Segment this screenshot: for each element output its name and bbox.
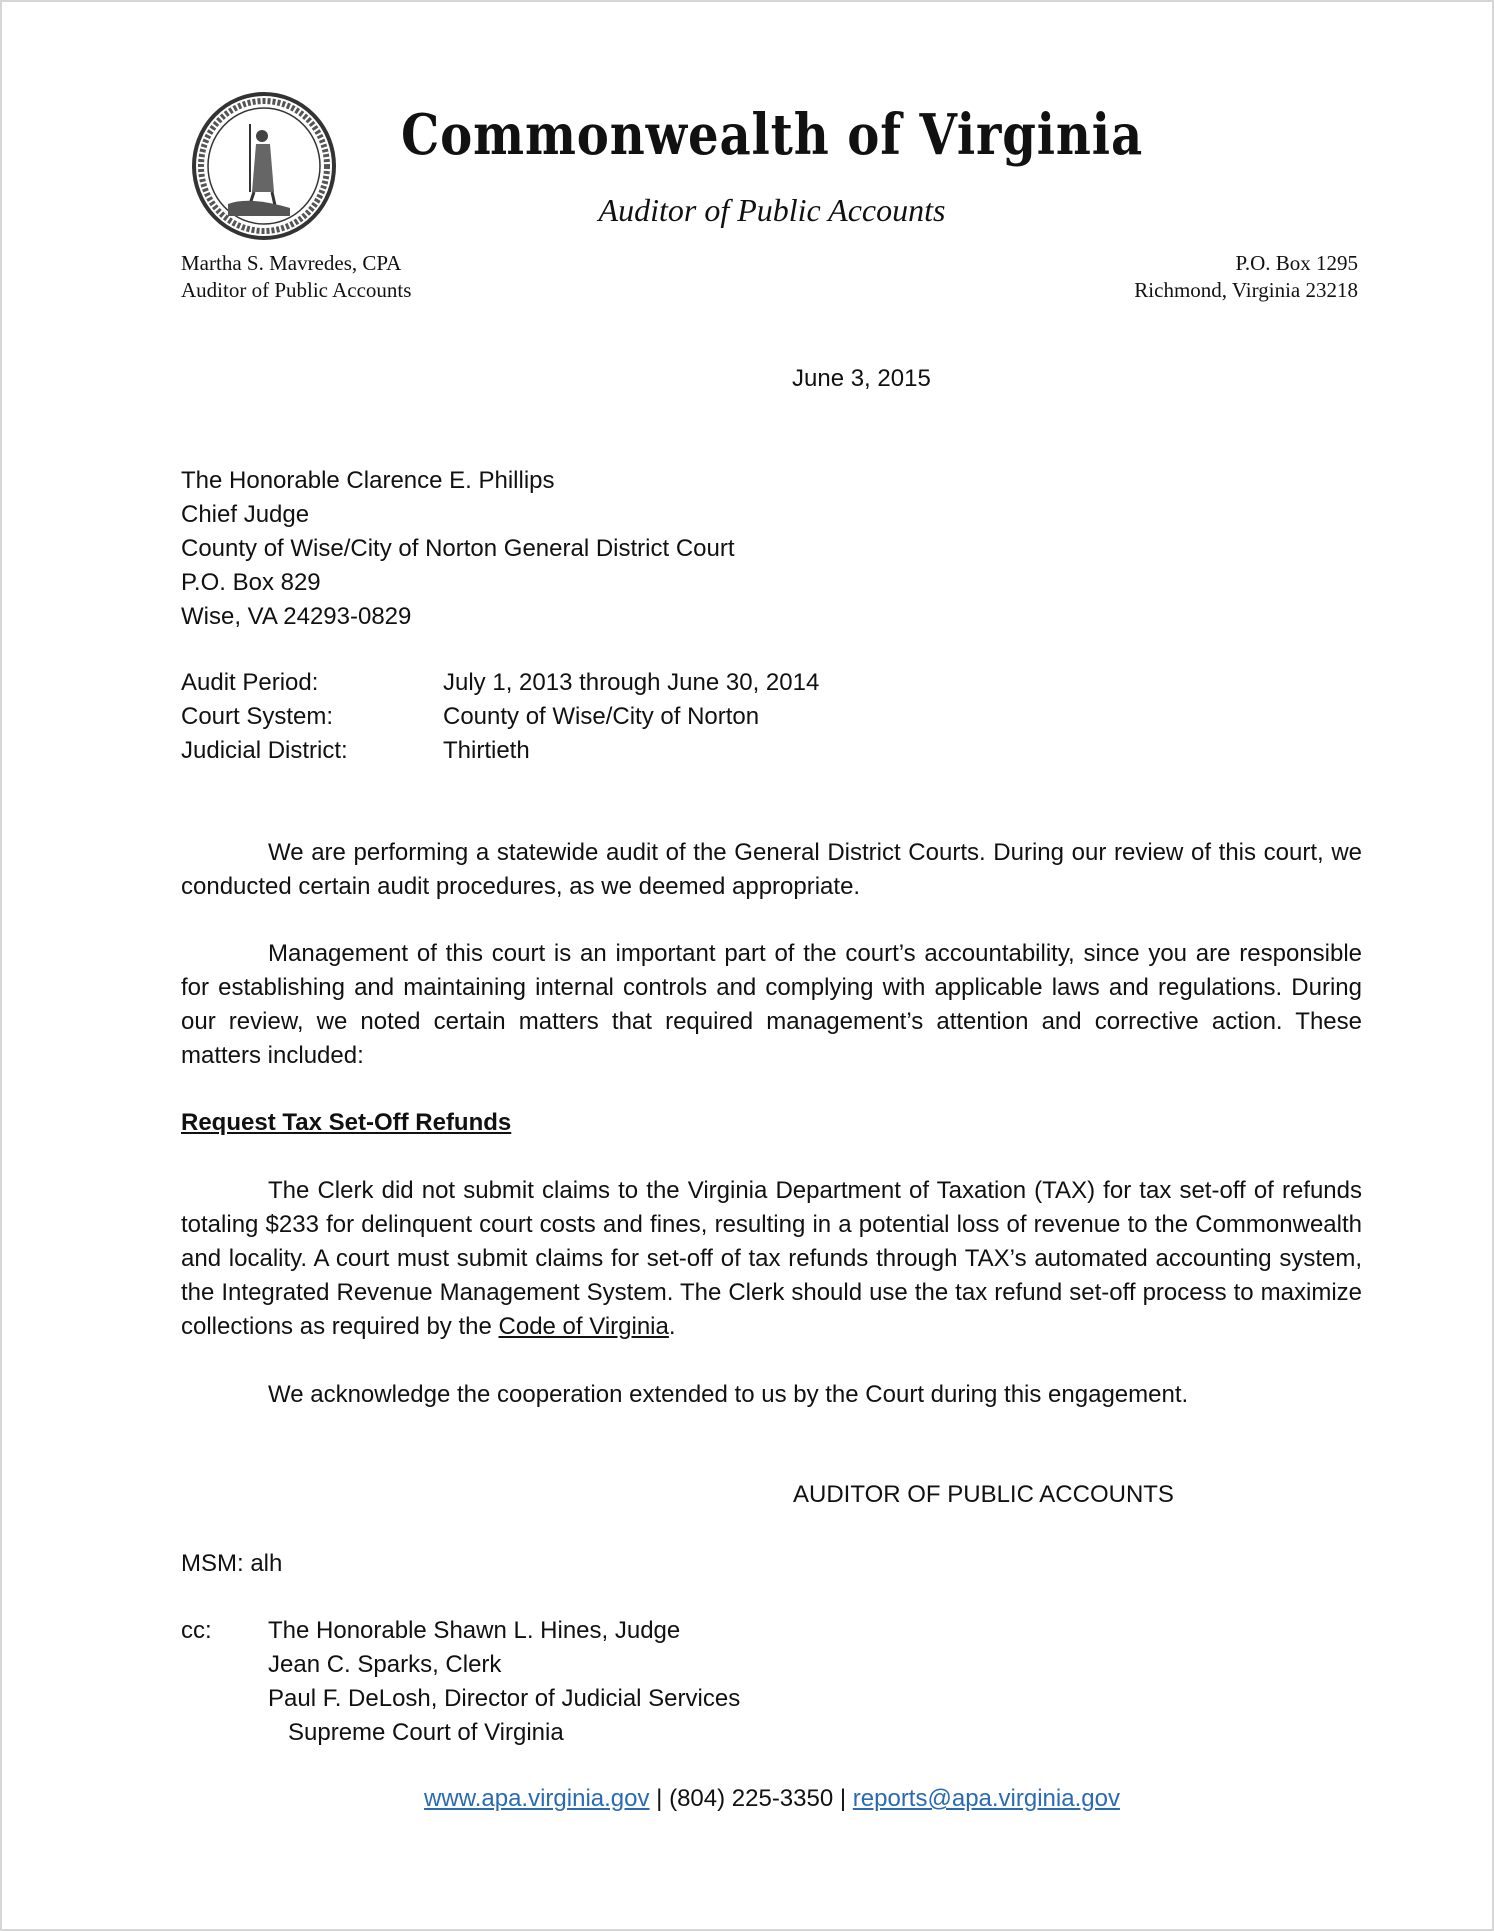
finding-text-end: . <box>668 1313 676 1340</box>
audit-info-value: Thirtieth <box>443 737 530 764</box>
addressee-line: The Honorable Clarence E. Phillips <box>181 467 555 494</box>
cc-row <box>181 1648 740 1682</box>
auditor-title: Auditor of Public Accounts <box>181 278 412 302</box>
addressee-line: County of Wise/City of Norton General District Court <box>181 535 735 562</box>
po-box: P.O. Box 1295 <box>1235 251 1358 275</box>
paragraph-finding <box>181 1174 1362 1344</box>
addressee-line: Chief Judge <box>181 501 310 528</box>
audit-info-row <box>181 734 819 768</box>
paragraph-text <box>181 1174 1362 1344</box>
audit-info-value: July 1, 2013 through June 30, 2014 <box>443 669 820 696</box>
audit-info-label: Audit Period: <box>181 669 319 696</box>
audit-info-label: Judicial District: <box>181 737 348 764</box>
cc-row <box>181 1614 740 1648</box>
signature: AUDITOR OF PUBLIC ACCOUNTS <box>793 1481 1174 1508</box>
initials: MSM: alh <box>181 1550 283 1577</box>
paragraph-intro <box>181 836 1362 904</box>
auditor-name-block <box>181 250 411 304</box>
footer <box>2 1785 1494 1813</box>
email-link[interactable]: reports@apa.virginia.gov <box>852 1785 1120 1812</box>
addressee-block <box>181 464 735 634</box>
cc-list <box>181 1614 740 1750</box>
finding-heading: Request Tax Set-Off Refunds <box>181 1109 512 1136</box>
finding-text: The Clerk did not submit claims to the Virginia Department of Taxation (TAX) for tax set-off of refunds totaling $233 for delinquent court costs and fines, resulting in a potential loss of revenue to the Commonwealth and locality. A court must submit claims for set-off of tax refunds through TAX’s automated accounting system, the Integrated Revenue Management System. The Clerk should use the tax refund set-off process to maximize collections as required by the <box>181 1177 1362 1340</box>
addressee-line: P.O. Box 829 <box>181 569 321 596</box>
cc-row <box>181 1682 740 1716</box>
cc-recipient: Paul F. DeLosh, Director of Judicial Services <box>268 1685 741 1712</box>
cc-recipient: The Honorable Shawn L. Hines, Judge <box>268 1617 681 1644</box>
footer-separator: | <box>833 1785 853 1812</box>
audit-info-row <box>181 700 819 734</box>
footer-separator: | <box>649 1785 670 1812</box>
paragraph-management <box>181 937 1362 1073</box>
code-of-virginia-reference: Code of Virginia <box>498 1313 669 1340</box>
cc-row <box>181 1716 740 1750</box>
letter-date: June 3, 2015 <box>792 365 931 392</box>
paragraph-text: We are performing a statewide audit of the General District Courts. During our review of this court, we conducted certain audit procedures, as we deemed appropriate. <box>181 839 1362 900</box>
letterhead-subtitle: Auditor of Public Accounts <box>598 192 946 228</box>
audit-info-label: Court System: <box>181 703 334 730</box>
addressee-line: Wise, VA 24293-0829 <box>181 603 412 630</box>
auditor-name: Martha S. Mavredes, CPA <box>181 251 402 275</box>
website-link[interactable]: www.apa.virginia.gov <box>424 1785 650 1812</box>
audit-info-row <box>181 666 819 700</box>
paragraph-text: We acknowledge the cooperation extended to us by the Court during this engagement. <box>268 1381 1189 1408</box>
cc-recipient: Supreme Court of Virginia <box>288 1719 564 1746</box>
paragraph-acknowledgement <box>181 1378 1362 1412</box>
office-address-block <box>1134 250 1358 304</box>
city-state: Richmond, Virginia 23218 <box>1134 278 1358 302</box>
cc-recipient: Jean C. Sparks, Clerk <box>268 1651 502 1678</box>
letterhead-title: Commonwealth of Virginia <box>400 102 1144 168</box>
audit-info <box>181 666 819 768</box>
phone-number: (804) 225-3350 <box>669 1785 834 1812</box>
paragraph-text: Management of this court is an important part of the court’s accountability, since you are responsible for establishing and maintaining internal controls and complying with applicable laws and regulations. During our review, we noted certain matters that required management’s attention and corrective action. These matters included: <box>181 940 1362 1069</box>
cc-label: cc: <box>181 1617 212 1644</box>
audit-info-value: County of Wise/City of Norton <box>443 703 760 730</box>
